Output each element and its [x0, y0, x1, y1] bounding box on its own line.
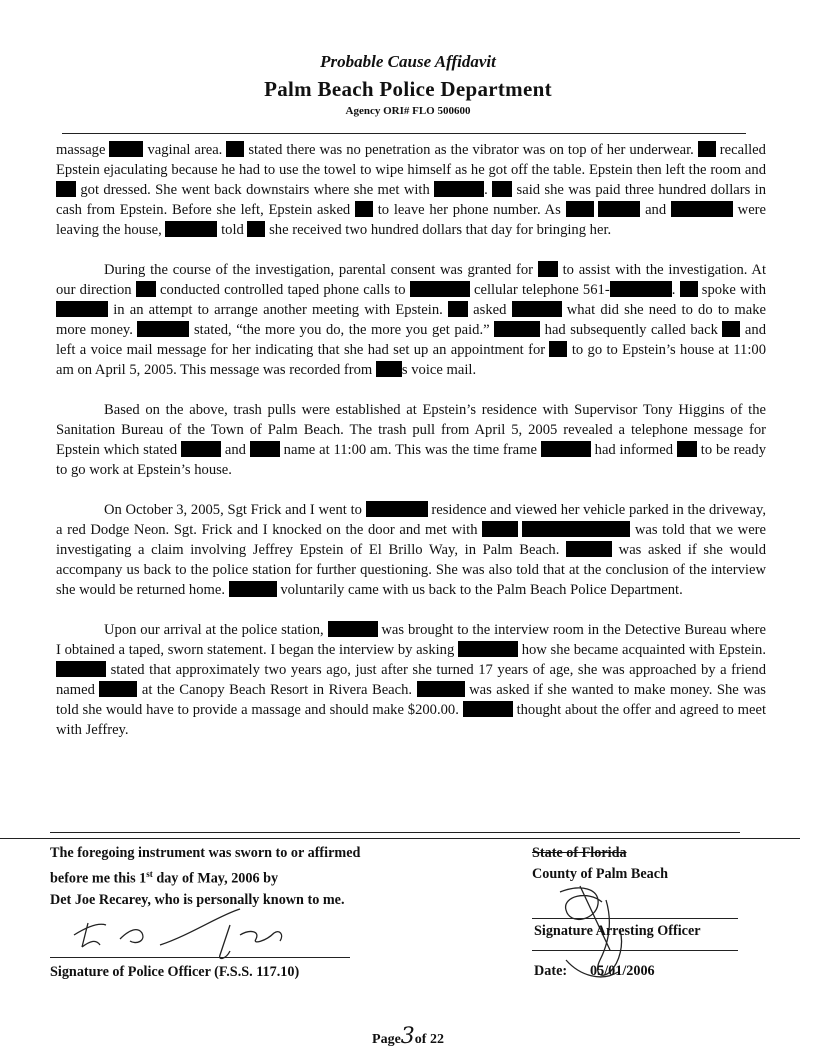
redaction [328, 621, 378, 637]
redaction [522, 521, 630, 537]
redaction [109, 141, 143, 157]
paragraph-4: On October 3, 2005, Sgt Frick and I went to residence and viewed her vehicle parked in the driveway, a red Dodge Neon. Sgt. Frick and I knocked on the door and met with was told that we were investigating a claim involving Jeffrey Epstein of El Brillo Way, in Palm Beach. was asked if she would accompany us back to the police station for further questioning. She was also told that at the conclusion of the interview she would be returned home. voluntarily came with us back to the Palm Beach Police Department. [56, 502, 767, 598]
document-title: Probable Cause Affidavit [320, 52, 496, 71]
redaction [229, 581, 277, 597]
redaction [458, 641, 518, 657]
redaction [448, 301, 468, 317]
jurisdiction-block [532, 843, 668, 885]
officer-signature-label: Signature of Police Officer (F.S.S. 117.10) [50, 964, 300, 980]
redaction [165, 221, 217, 237]
redaction [549, 341, 567, 357]
redaction [99, 681, 137, 697]
date-label: Date: [534, 963, 568, 979]
redaction [566, 201, 594, 217]
arresting-signature-line [532, 950, 738, 951]
paragraph-2: During the course of the investigation, parental consent was granted for to assist with the investigation. At our direction conducted controlled taped phone calls to cellular telephone 561- . spoke with in an attempt to arrange another meeting with Epstein. asked what did she need to do to make more money. stated, “the more you do, the more you get paid.” had subsequently called back and left a voice mail message for her indicating that she had set up an appointment for to go to Epstein’s house at 11:00 am on April 5, 2005. This message was recorded from s voice mail. [56, 262, 767, 378]
redaction [247, 221, 265, 237]
redaction [610, 281, 672, 297]
redaction [512, 301, 562, 317]
date-value: 05/01/2006 [590, 963, 655, 979]
paragraph-1: massage vaginal area. stated there was no penetration as the vibrator was on top of her underwear. recalled Epstein ejaculating because he had to use the towel to wipe himself as he got off the table. Epstein then left the room and got dressed. She went back downstairs where she met with . said she was paid three hundred dollars in cash from Epstein. Before she left, Epstein asked to leave her phone number. As and were leaving the house, told she received two hundred dollars that day for bringing her. [56, 142, 767, 238]
arresting-signature-label: Signature Arresting Officer [534, 923, 701, 939]
officer-signature-line [50, 957, 350, 958]
officer-signature [60, 905, 300, 965]
redaction [181, 441, 221, 457]
redaction [492, 181, 512, 197]
redaction [566, 541, 612, 557]
redaction [56, 661, 106, 677]
redaction [434, 181, 484, 197]
redaction [538, 261, 558, 277]
agency-ori: Agency ORI# FLO 500600 [345, 105, 471, 117]
page-number: Page3of 22 [372, 1024, 444, 1049]
redaction [494, 321, 540, 337]
header-rule [62, 133, 746, 134]
footer-rule [0, 838, 800, 839]
redaction [410, 281, 470, 297]
redaction [417, 681, 465, 697]
redaction [541, 441, 591, 457]
sworn-statement: The foregoing instrument was sworn to or affirmed before me this 1st day of May, 2006 by Det Joe Recarey, who is personally known to me. [50, 845, 361, 908]
paragraph-5: Upon our arrival at the police station, was brought to the interview room in the Detective Bureau where I obtained a taped, sworn statement. I began the interview by asking how she became acquainted with Epstein. stated that approximately two years ago, just after she turned 17 years of age, she was approached by a friend named at the Canopy Beach Resort in Rivera Beach. was asked if she wanted to make money. She was told she would have to provide a massage and should make $200.00. thought about the offer and agreed to meet with Jeffrey. [56, 622, 767, 738]
redaction [136, 281, 156, 297]
redaction [366, 501, 428, 517]
redaction [56, 181, 76, 197]
state-name: State of Florida [532, 845, 627, 861]
affidavit-body [56, 140, 766, 740]
department-name: Palm Beach Police Department [264, 77, 552, 101]
footer-rule-upper [50, 832, 740, 833]
redaction [226, 141, 244, 157]
arresting-signature-line-upper [532, 918, 738, 919]
county-name: County of Palm Beach [532, 866, 668, 882]
redaction [482, 521, 518, 537]
paragraph-3: Based on the above, trash pulls were established at Epstein’s residence with Supervisor Tony Higgins of the Sanitation Bureau of the Town of Palm Beach. The trash pull from April 5, 2005 revealed a telephone message for Epstein which stated and name at 11:00 am. This was the time frame had informed to be ready to go work at Epstein’s house. [56, 402, 766, 478]
redaction [671, 201, 733, 217]
redaction [463, 701, 513, 717]
redaction [137, 321, 189, 337]
redaction [376, 361, 402, 377]
redaction [56, 301, 108, 317]
redaction [722, 321, 740, 337]
redaction [250, 441, 280, 457]
redaction [680, 281, 698, 297]
redaction [698, 141, 716, 157]
redaction [355, 201, 373, 217]
redaction [677, 441, 697, 457]
redaction [598, 201, 640, 217]
